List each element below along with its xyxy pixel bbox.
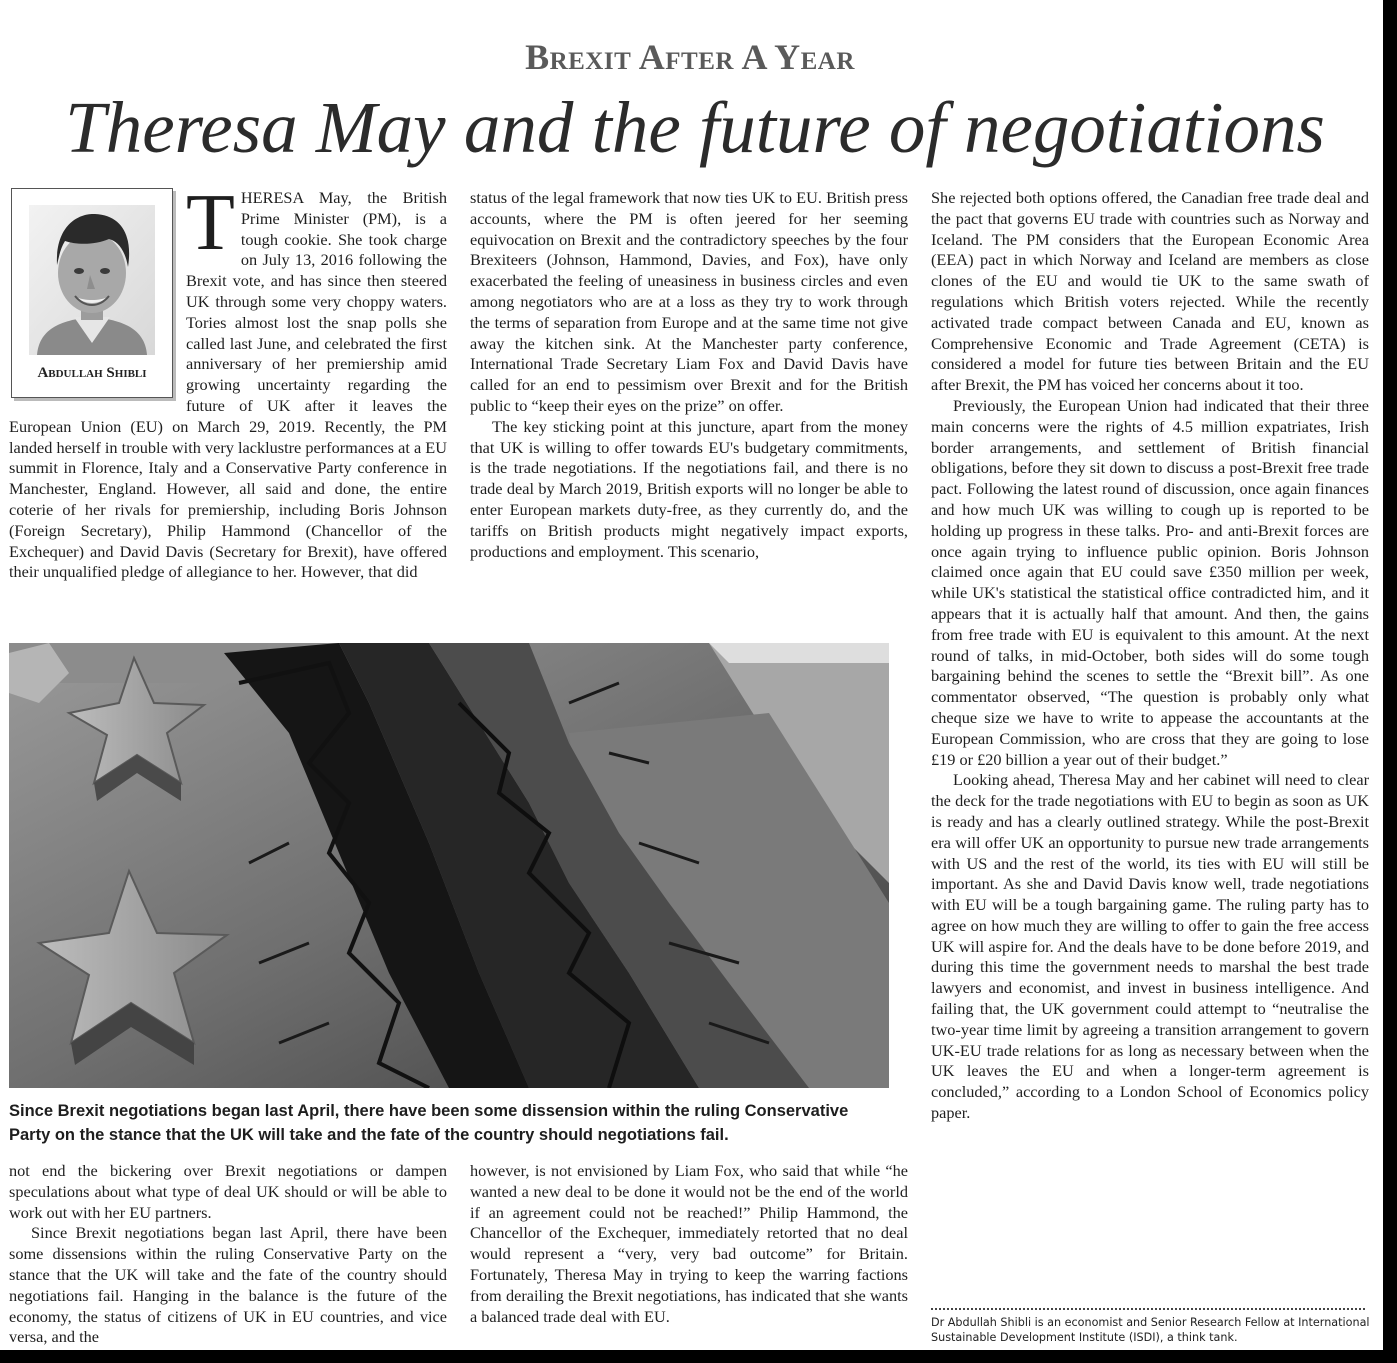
headline: Theresa May and the future of negotiations [65,87,1325,168]
photo-caption: Since Brexit negotiations began last April, there have been some dissension within the ruling Conservative Party on the stance that the UK will take and the fate of the country should negotiations fail. [9,1102,849,1144]
column-3 [931,188,1369,1124]
paragraph: She rejected both options offered, the Canadian free trade deal and the pact that governs EU trade with countries such as Norway and Iceland. The PM considers that the European Economic Area (EEA) pact in which Norway and Iceland are members as close clones of the EU and would tie UK to the same swath of regulations which British voters rejected. While the recently activated trade compact between Canada and EU, known as Comprehensive Economic and Trade Agreement (CETA) is considered a model for future ties between Britain and the EU after Brexit, the PM has voiced her concerns about it too. [931,188,1369,395]
bio-divider [931,1308,1365,1310]
section-title: Brexit After A Year [525,37,855,77]
paragraph: Previously, the European Union had indicated that their three main concerns were the rights of 4.5 million expatriates, Irish border arrangements, and settlement of British financial obligations, before they sit down to discuss a post-Brexit free trade pact. Following the latest round of discussion, once again finances and how much UK was willing to cough up is reported to be holding up progress in these talks. Pro- and anti-Brexit forces are once again trying to influence public opinion. Boris Johnson claimed once again that EU could save £350 million per week, while UK's statistical the statistical office contradicted him, and it appears that it is actually half that amount. And then, the gains from free trade with EU is equivalent to this amount. At the next round of talks, in mid-October, both sides will do some tough bargaining behind the scenes to settle the “Brexit bill”. As one commentator observed, “The question is probably only what cheque size we have to write to appease the accountants at the European Commission, who are cross that they are going to lose £19 or £20 billion a year out of their budget.” [931,395,1369,769]
drop-cap: T [186,179,235,267]
author-bio: Dr Abdullah Shibli is an economist and Senior Research Fellow at International Sustainable Development Institute (ISDI), a think tank. [931,1316,1370,1344]
author-name: Abdullah Shibli [37,365,147,381]
column-2-bottom [470,1161,908,1327]
paragraph: status of the legal framework that now ties UK to EU. British press accounts, where the PM is often jeered for her seeming equivocation on Brexit and the contradictory speeches by the four Brexiteers (Johnson, Hammond, Davies, and Fox), have only exacerbated the feeling of uneasiness in business circles and even among negotiators who are at a loss as they try to work through the terms of separation from Europe and at the same time not give away the kitchen sink. At the Manchester party conference, International Trade Secretary Liam Fox and David Davis have called for an end to pessimism over Brexit and for the British public to “keep their eyes on the prize” on offer. [470,188,908,415]
column-1-top [9,179,447,583]
cracked-eu-flag-photo [9,643,889,1088]
article-opening: HERESA May, the British Prime Minister (PM), is a tough cookie. She took charge on July 13, 2016 following the Brexit vote, and has since then steered UK through some very choppy waters. Tories almost lost the snap polls she called last June, and celebrated the first anniversary of her premiership amid growing uncertainty regarding the future of UK after it leaves the European Union (EU) on March 29, 2019. Recently, the PM landed herself in trouble with very lacklustre performances at a EU summit in Florence, Italy and a Conservative Party conference in Manchester, England. However, all said and done, the entire coterie of her rivals for premiership, including Boris Johnson (Foreign Secretary), Philip Hammond (Chancellor of the Exchequer) and David Davis (Secretary for Brexit), have offered their unqualified pledge of allegiance to her. However, that did [9,188,447,582]
paragraph: The key sticking point at this juncture, apart from the money that UK is willing to offer towards EU's budgetary commitments, is the trade negotiations. If the negotiations fail, and there is no trade deal by March 2019, British exports will no longer be able to enter European markets duty-free, as they currently do, and the tariffs on British products might negatively impact exports, productions and employment. This scenario, [470,416,908,561]
scan-border-right [1383,0,1397,1363]
column-2-top [470,188,908,562]
column-1-bottom [9,1161,447,1348]
paragraph: however, is not envisioned by Liam Fox, who said that while “he wanted a new deal to be done it would not be the end of the world if an agreement could not be reached!” Philip Hammond, the Chancellor of the Exchequer, immediately retorted that no deal would represent a “very, very bad outcome” for Britain. Fortunately, Theresa May in trying to keep the warring factions from derailing the Brexit negotiations, has indicated that she wants a balanced trade deal with EU. [470,1161,908,1326]
scan-border-bottom [0,1350,1397,1363]
paragraph: not end the bickering over Brexit negotiations or dampen speculations about what type of deal UK should or will be able to work out with her EU partners. [9,1161,447,1222]
paragraph: Looking ahead, Theresa May and her cabinet will need to clear the deck for the trade negotiations with EU to begin as soon as UK is ready and has a clearly outlined strategy. While the post-Brexit era will offer UK an opportunity to pursue new trade arrangements with US and the rest of the world, its ties with EU will still be important. As she and David Davis know well, trade negotiations with EU will be a tough bargaining game. The ruling party has to agree on how much they are willing to offer to gain the free access UK will aspire for. And the deals have to be done before 2019, and during this time the government needs to marshal the best trade lawyers and economist, and invest in business intelligence. And failing that, the UK government could attempt to “neutralise the two-year time limit by agreeing a transition arrangement to govern UK-EU trade relations for as long as necessary between when the UK leaves the EU and when a longer-term agreement is concluded,” according to a London School of Economics policy paper. [931,770,1369,1123]
paragraph: Since Brexit negotiations began last April, there have been some dissensions within the ruling Conservative Party on the stance that the UK will take and the fate of the country should negotiations fail. Hanging in the balance is the future of the economy, the status of citizens of UK in EU countries, and vice versa, and the [9,1223,447,1347]
